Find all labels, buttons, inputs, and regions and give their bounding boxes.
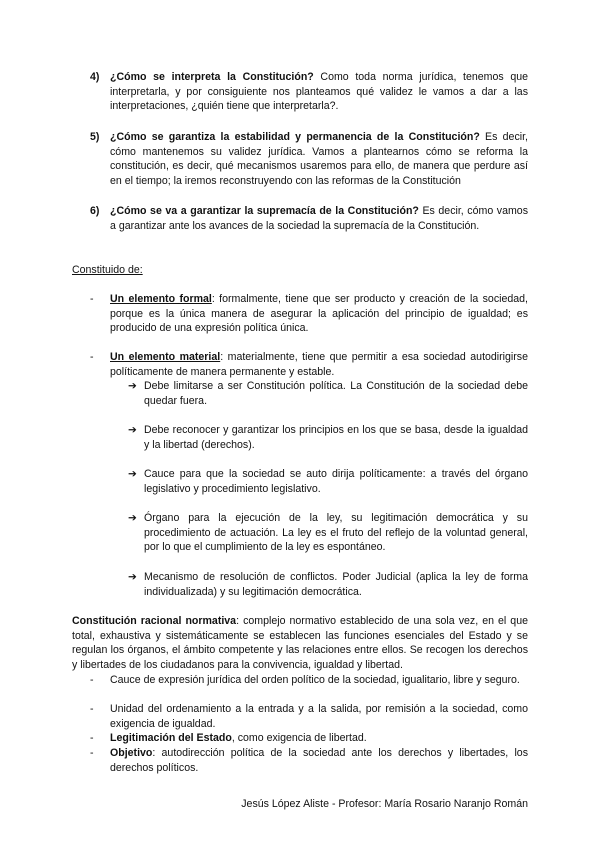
question-number: 6) [90,205,100,217]
arrow-item-text: Debe reconocer y garantizar los principios en los que se basa, desde la igualdad y la libertad (derechos). [144,424,528,451]
racional-title: Constitución racional normativa [72,615,237,627]
racional-text: : complejo normativo establecido de una sola vez, en el que total, exhaustiva y sistemáticamente se establecen las funciones esenciales del Estado y se regulan los órganos, el ámbito competente y las relaciones entre ellos. Se recogen los derechos y libertades de los ciudadanos para la convivencia, igualdad y libertad. [72,615,528,671]
arrow-item-4 [128,511,528,555]
arrow-item-1 [128,379,528,408]
element-formal [90,292,528,336]
racional-sub-4 [90,746,528,775]
question-number: 5) [90,131,100,143]
question-number: 4) [90,71,100,83]
arrow-icon: ➔ [128,424,137,436]
dash-bullet: - [90,703,94,715]
question-item-6 [90,204,528,233]
arrow-item-text: Mecanismo de resolución de conflictos. Poder Judicial (aplica la ley de forma individualizada) y su legitimación democrática. [144,571,528,598]
question-text: Es decir, cómo vamos a garantizar ante los avances de la sociedad la supremacía de la Constitución. [110,205,528,232]
dash-bullet: - [90,674,94,686]
arrow-item-text: Debe limitarse a ser Constitución política. La Constitución de la sociedad debe quedar fuera. [144,380,528,407]
arrow-item-3 [128,467,528,496]
racional-sub-text: Cauce de expresión jurídica del orden político de la sociedad, igualitario, libre y seguro. [110,674,520,686]
racional-sub-text: Unidad del ordenamiento a la entrada y a la salida, por remisión a la sociedad, como exigencia de igualdad. [110,703,528,730]
racional-sub-text: : autodirección política de la sociedad ante los derechos y libertades, los derechos políticos. [110,747,528,774]
racional-paragraph [72,614,528,672]
element-material-text: : materialmente, tiene que permitir a esa sociedad autodirigirse políticamente de manera permanente y estable. [110,351,528,378]
constituido-heading [72,263,143,278]
arrow-icon: ➔ [128,468,137,480]
racional-sub-text: , como exigencia de libertad. [231,732,367,744]
arrow-icon: ➔ [128,512,137,524]
dash-bullet: - [90,747,94,759]
question-title: ¿Cómo se va a garantizar la supremacía de la Constitución? [110,205,419,217]
arrow-icon: ➔ [128,571,137,583]
dash-bullet: - [90,351,94,363]
element-formal-title: Un elemento formal [110,293,212,305]
arrow-item-5 [128,570,528,599]
question-item-4 [90,70,528,114]
racional-sub-title: Legitimación del Estado [110,732,232,744]
constituido-label: Constituido de: [72,264,143,276]
arrow-icon: ➔ [128,380,137,392]
question-title: ¿Cómo se garantiza la estabilidad y permanencia de la Constitución? [110,131,480,143]
racional-sub-3 [90,731,528,746]
element-material [90,350,528,379]
element-formal-text: : formalmente, tiene que ser producto y creación de la sociedad, porque es la única manera de asegurar la aplicación del principio de igualdad; es producido de una expresión política única. [110,293,528,335]
page-footer: Jesús López Aliste - Profesor: María Rosario Naranjo Román [241,798,528,810]
question-title: ¿Cómo se interpreta la Constitución? [110,71,314,83]
dash-bullet: - [90,293,94,305]
element-material-title: Un elemento material [110,351,221,363]
arrow-item-text: Cauce para que la sociedad se auto dirija políticamente: a través del órgano legislativo y procedimiento legislativo. [144,468,528,495]
arrow-item-text: Órgano para la ejecución de la ley, su legitimación democrática y su procedimiento de actuación. La ley es el fruto del reflejo de la voluntad general, por lo que el cumplimiento de la ley es espontáneo. [144,512,528,554]
racional-sub-2 [90,702,528,731]
question-text: Como toda norma jurídica, tenemos que interpretarla, y por consiguiente nos planteamos qué validez le vamos a dar a las interpretaciones, ¿quién tiene que interpretarla?. [110,71,528,113]
racional-sub-title: Objetivo [110,747,153,759]
question-item-5 [90,130,528,188]
racional-sub-1 [90,673,528,688]
question-text: Es decir, cómo mantenemos su validez jurídica. Vamos a plantearnos cómo se reforma la constitución, es decir, qué mecanismos usaremos para ello, de manera que perdure así en el tiempo; la iremos reconstruyendo con las reformas de la Constitución [110,131,528,187]
arrow-item-2 [128,423,528,452]
dash-bullet: - [90,732,94,744]
